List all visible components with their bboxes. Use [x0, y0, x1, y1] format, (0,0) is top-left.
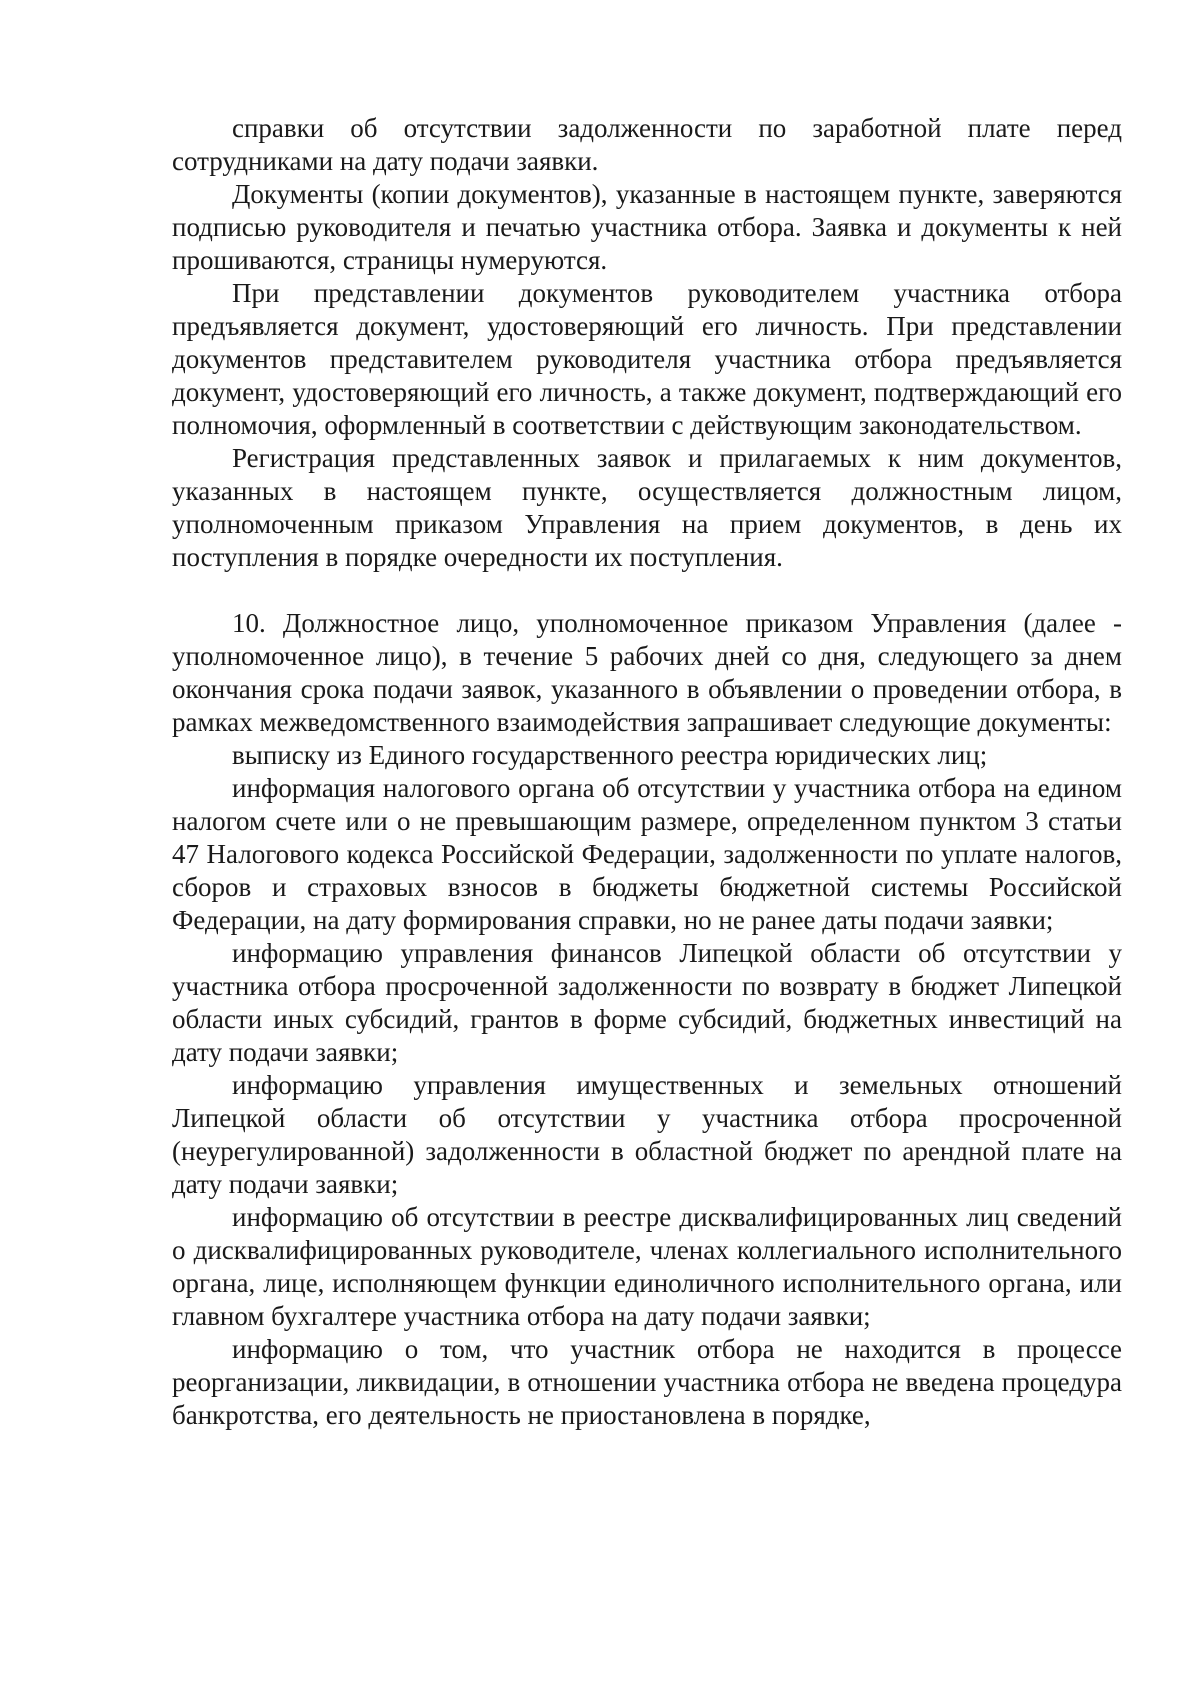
list-item-egrul-extract: выписку из Единого государственного реестра юридических лиц;	[232, 740, 988, 770]
list-item-reorganization-info: информацию о том, что участник отбора не находится в процессе реорганизации, ликвидации, в отношении участника отбора не введена процедура банкротства, его деятельность не приостановлена в порядке,	[172, 1334, 1122, 1430]
paragraph-identity-documents: При представлении документов руководителем участника отбора предъявляется документ, удостоверяющий его личность. При представлении документов представителем руководителя участника отбора предъявляется документ, удостоверяющий его личность, а также документ, подтверждающий его полномочия, оформленный в соответствии с действующим законодательством.	[172, 278, 1122, 440]
list-item-finance-department-info: информацию управления финансов Липецкой области об отсутствии у участника отбора просроченной задолженности по возврату в бюджет Липецкой области иных субсидий, грантов в форме субсидий, бюджетных инвестиций на дату подачи заявки;	[172, 938, 1122, 1067]
paragraph-registration: Регистрация представленных заявок и прилагаемых к ним документов, указанных в настоящем пункте, осуществляется должностным лицом, уполномоченным приказом Управления на прием документов, в день их поступления в порядке очередности их поступления.	[172, 443, 1122, 572]
list-item-property-department-info: информацию управления имущественных и земельных отношений Липецкой области об отсутствии у участника отбора просроченной (неурегулированной) задолженности в областной бюджет по арендной плате на дату подачи заявки;	[172, 1070, 1122, 1199]
paragraph-salary-certificate: справки об отсутствии задолженности по заработной плате перед сотрудниками на дату подачи заявки.	[172, 113, 1122, 176]
paragraph-section-10: 10. Должностное лицо, уполномоченное приказом Управления (далее - уполномоченное лицо), в течение 5 рабочих дней со дня, следующего за днем окончания срока подачи заявок, указанного в объявлении о проведении отбора, в рамках межведомственного взаимодействия запрашивает следующие документы:	[172, 608, 1122, 737]
list-item-disqualified-persons-info: информацию об отсутствии в реестре дисквалифицированных лиц сведений о дисквалифицированных руководителе, членах коллегиального исполнительного органа, лице, исполняющем функции единоличного исполнительного органа, или главном бухгалтере участника отбора на дату подачи заявки;	[172, 1202, 1122, 1331]
list-item-tax-authority-info: информация налогового органа об отсутствии у участника отбора на едином налогом счете или о не превышающим размере, определенном пунктом 3 статьи 47 Налогового кодекса Российской Федерации, задолженности по уплате налогов, сборов и страховых взносов в бюджеты бюджетной системы Российской Федерации, на дату формирования справки, но не ранее даты подачи заявки;	[172, 773, 1122, 935]
paragraph-documents-certification: Документы (копии документов), указанные в настоящем пункте, заверяются подписью руководителя и печатью участника отбора. Заявка и документы к ней прошиваются, страницы нумеруются.	[172, 179, 1122, 275]
document-body	[172, 112, 1122, 1432]
